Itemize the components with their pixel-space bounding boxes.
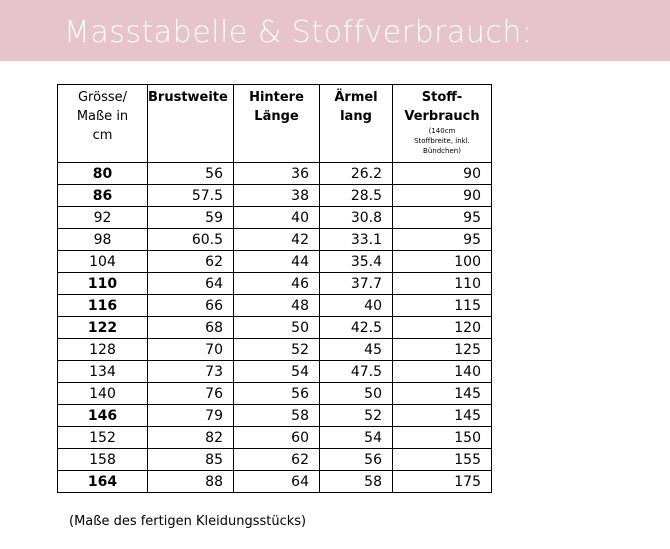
- cell-size: 134: [58, 361, 148, 383]
- size-chart-table: [57, 84, 492, 493]
- cell-chest: 79: [148, 405, 234, 427]
- cell-size: 140: [58, 383, 148, 405]
- cell-sleeve: 54: [320, 427, 393, 449]
- table-row: [58, 361, 492, 383]
- table-row: [58, 295, 492, 317]
- cell-back-length: 56: [234, 383, 320, 405]
- cell-back-length: 46: [234, 273, 320, 295]
- cell-size: 146: [58, 405, 148, 427]
- cell-back-length: 62: [234, 449, 320, 471]
- cell-fabric: 120: [393, 317, 492, 339]
- cell-fabric: 150: [393, 427, 492, 449]
- cell-back-length: 36: [234, 163, 320, 185]
- cell-chest: 57.5: [148, 185, 234, 207]
- cell-chest: 70: [148, 339, 234, 361]
- cell-size: 98: [58, 229, 148, 251]
- cell-chest: 68: [148, 317, 234, 339]
- table-row: [58, 229, 492, 251]
- cell-chest: 56: [148, 163, 234, 185]
- cell-back-length: 50: [234, 317, 320, 339]
- cell-back-length: 40: [234, 207, 320, 229]
- cell-fabric: 100: [393, 251, 492, 273]
- header-back-length: Hintere Länge: [234, 85, 320, 163]
- header-chest: Brustweite: [148, 85, 234, 163]
- cell-size: 86: [58, 185, 148, 207]
- cell-sleeve: 42.5: [320, 317, 393, 339]
- cell-fabric: 90: [393, 163, 492, 185]
- cell-back-length: 48: [234, 295, 320, 317]
- cell-fabric: 145: [393, 405, 492, 427]
- cell-size: 80: [58, 163, 148, 185]
- table-row: [58, 317, 492, 339]
- table-row: [58, 163, 492, 185]
- cell-back-length: 38: [234, 185, 320, 207]
- cell-sleeve: 33.1: [320, 229, 393, 251]
- cell-back-length: 52: [234, 339, 320, 361]
- cell-size: 110: [58, 273, 148, 295]
- cell-chest: 66: [148, 295, 234, 317]
- header-size: Grösse/ Maße in cm: [58, 85, 148, 163]
- cell-sleeve: 30.8: [320, 207, 393, 229]
- cell-fabric: 115: [393, 295, 492, 317]
- cell-sleeve: 28.5: [320, 185, 393, 207]
- cell-size: 116: [58, 295, 148, 317]
- cell-fabric: 95: [393, 207, 492, 229]
- fabric-note: (140cm Stoffbreite, inkl. Bündchen): [414, 127, 470, 155]
- cell-chest: 64: [148, 273, 234, 295]
- table-row: [58, 471, 492, 493]
- cell-sleeve: 45: [320, 339, 393, 361]
- cell-size: 152: [58, 427, 148, 449]
- cell-sleeve: 26.2: [320, 163, 393, 185]
- cell-sleeve: 35.4: [320, 251, 393, 273]
- cell-size: 104: [58, 251, 148, 273]
- footnote: (Maße des fertigen Kleidungsstücks): [69, 514, 307, 529]
- table-row: [58, 273, 492, 295]
- cell-fabric: 125: [393, 339, 492, 361]
- table-row: [58, 185, 492, 207]
- cell-chest: 59: [148, 207, 234, 229]
- cell-size: 158: [58, 449, 148, 471]
- cell-sleeve: 40: [320, 295, 393, 317]
- cell-back-length: 44: [234, 251, 320, 273]
- cell-chest: 62: [148, 251, 234, 273]
- cell-sleeve: 50: [320, 383, 393, 405]
- cell-back-length: 42: [234, 229, 320, 251]
- cell-back-length: 60: [234, 427, 320, 449]
- cell-chest: 88: [148, 471, 234, 493]
- cell-fabric: 140: [393, 361, 492, 383]
- header-fabric: Stoff- Verbrauch (140cm Stoffbreite, inkl. Bündchen): [393, 85, 492, 163]
- header-sleeve: Ärmel lang: [320, 85, 393, 163]
- cell-chest: 60.5: [148, 229, 234, 251]
- cell-size: 164: [58, 471, 148, 493]
- cell-chest: 85: [148, 449, 234, 471]
- cell-back-length: 64: [234, 471, 320, 493]
- cell-fabric: 175: [393, 471, 492, 493]
- cell-sleeve: 52: [320, 405, 393, 427]
- cell-fabric: 110: [393, 273, 492, 295]
- cell-fabric: 145: [393, 383, 492, 405]
- page-title: Masstabelle & Stoffverbrauch:: [64, 15, 533, 50]
- cell-back-length: 58: [234, 405, 320, 427]
- table-row: [58, 405, 492, 427]
- cell-chest: 76: [148, 383, 234, 405]
- table-row: [58, 449, 492, 471]
- cell-chest: 82: [148, 427, 234, 449]
- table-row: [58, 427, 492, 449]
- cell-fabric: 95: [393, 229, 492, 251]
- cell-sleeve: 56: [320, 449, 393, 471]
- cell-sleeve: 37.7: [320, 273, 393, 295]
- table-row: [58, 207, 492, 229]
- cell-chest: 73: [148, 361, 234, 383]
- table-row: [58, 339, 492, 361]
- table-header-row: [58, 85, 492, 163]
- cell-fabric: 90: [393, 185, 492, 207]
- table-row: [58, 251, 492, 273]
- cell-sleeve: 47.5: [320, 361, 393, 383]
- cell-sleeve: 58: [320, 471, 393, 493]
- cell-back-length: 54: [234, 361, 320, 383]
- title-banner: [0, 0, 670, 61]
- table-row: [58, 383, 492, 405]
- cell-size: 122: [58, 317, 148, 339]
- cell-size: 128: [58, 339, 148, 361]
- cell-size: 92: [58, 207, 148, 229]
- cell-fabric: 155: [393, 449, 492, 471]
